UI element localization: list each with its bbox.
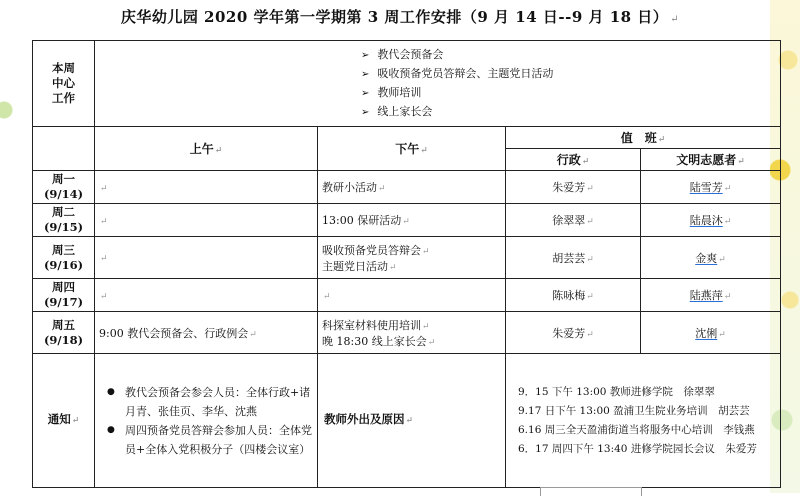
notice-row	[33, 354, 781, 488]
volunteer-name: 金爽	[695, 251, 718, 265]
volunteer-name: 陆雪芳	[689, 181, 723, 194]
notice-item: ● 教代会预备会参会人员：全体行政+诸月青、张佳页、李华、沈燕	[103, 383, 313, 421]
afternoon-text: 晚 18:30 线上家长会	[322, 334, 427, 348]
notice-label: 通知↵	[33, 354, 95, 488]
outing-item: 9.17 日下午 13:00 盈浦卫生院业务培训 胡芸芸	[518, 404, 750, 417]
afternoon-text: 吸收预备党员答辩会	[322, 243, 421, 257]
afternoon-text: 主题党日活动	[322, 259, 388, 273]
day-date: (9/14)	[43, 187, 84, 201]
day-label	[33, 237, 95, 279]
volunteer-name: 陆燕萍	[689, 289, 723, 302]
notice-list	[99, 383, 313, 459]
day-row	[33, 171, 781, 204]
admin-cell: 胡芸芸↵	[506, 237, 641, 279]
day-label	[33, 312, 95, 354]
header-afternoon: 下午↵	[318, 127, 506, 171]
day-name: 周二	[52, 205, 75, 219]
admin-name: 朱爱芳	[552, 181, 586, 194]
afternoon-text: 教研小活动	[322, 181, 377, 194]
day-row	[33, 204, 781, 237]
morning-text: 9:00 教代会预备会、行政例会	[99, 326, 249, 340]
day-date: (9/16)	[43, 257, 84, 272]
page-title: 庆华幼儿园 2020 学年第一学期第 3 周工作安排（9 月 14 日--9 月 18 日） ↵	[120, 8, 680, 26]
bottom-fragment	[540, 487, 642, 496]
outing-content	[506, 354, 781, 488]
day-name: 周五	[52, 317, 75, 332]
afternoon-text: 13:00 保研活动	[322, 214, 402, 227]
day-label	[33, 171, 95, 204]
day-rows	[33, 171, 781, 354]
admin-cell: 朱爱芳↵	[506, 312, 641, 354]
corner-cell	[33, 127, 95, 171]
focus-content	[95, 41, 781, 127]
admin-cell: 陈咏梅↵	[506, 279, 641, 312]
afternoon-cell: 13:00 保研活动↵	[318, 204, 506, 237]
volunteer-cell: 金爽↵	[641, 237, 781, 279]
admin-name: 朱爱芳	[552, 326, 586, 340]
outing-item: 6.16 周三全天盈浦街道当将服务中心培训 李钱燕	[518, 423, 755, 436]
morning-cell: ↵	[95, 279, 318, 312]
day-label	[33, 279, 95, 312]
focus-item: ➢ 教师培训	[361, 84, 776, 103]
header-morning: 上午↵	[95, 127, 318, 171]
focus-row	[33, 41, 781, 127]
day-row	[33, 312, 781, 354]
volunteer-cell: 沈俐↵	[641, 312, 781, 354]
day-name: 周三	[52, 242, 75, 257]
morning-cell: 9:00 教代会预备会、行政例会↵	[95, 312, 318, 354]
notice-content	[95, 354, 318, 488]
afternoon-cell: 吸收预备党员答辩会↵ 主题党日活动↵	[318, 237, 506, 279]
admin-cell: 朱爱芳↵	[506, 171, 641, 204]
focus-label: 本周 中心 工作	[33, 41, 95, 127]
afternoon-cell: 教研小活动↵	[318, 171, 506, 204]
focus-item: ➢ 线上家长会	[361, 103, 776, 122]
day-name: 周四	[52, 280, 75, 294]
admin-name: 胡芸芸	[552, 251, 586, 265]
notice-item: ● 周四预备党员答辩会参加人员：全体党员+全体入党积极分子（四楼会议室）	[103, 421, 313, 459]
focus-item: ➢ 吸收预备党员答辩会、主题党日活动	[361, 65, 776, 84]
volunteer-name: 沈俐	[695, 326, 718, 340]
day-date: (9/15)	[43, 220, 84, 234]
outing-item: 6．17 周四下午 13:40 进修学院园长会议 朱爱芳	[518, 442, 757, 455]
day-name: 周一	[52, 172, 75, 186]
admin-name: 徐翠翠	[552, 214, 586, 227]
day-row	[33, 237, 781, 279]
header-admin: 行政↵	[506, 149, 641, 171]
focus-list	[99, 46, 776, 122]
day-label	[33, 204, 95, 237]
outing-item: 9．15 下午 13:00 教师进修学院 徐翠翠	[518, 385, 715, 398]
schedule-table	[32, 40, 781, 488]
outing-list	[510, 383, 776, 459]
morning-cell: ↵	[95, 204, 318, 237]
afternoon-text: 科探室材料使用培训	[322, 318, 421, 332]
volunteer-cell: 陆晨沐↵	[641, 204, 781, 237]
morning-cell: ↵	[95, 171, 318, 204]
header-row-1	[33, 127, 781, 149]
afternoon-cell: ↵	[318, 279, 506, 312]
volunteer-name: 陆晨沐	[689, 214, 723, 227]
morning-cell: ↵	[95, 237, 318, 279]
day-date: (9/17)	[43, 295, 84, 309]
header-volunteer: 文明志愿者↵	[641, 149, 781, 171]
volunteer-cell: 陆燕萍↵	[641, 279, 781, 312]
admin-name: 陈咏梅	[552, 289, 586, 302]
volunteer-cell: 陆雪芳↵	[641, 171, 781, 204]
day-date: (9/18)	[43, 332, 84, 347]
afternoon-cell: 科探室材料使用培训↵ 晚 18:30 线上家长会↵	[318, 312, 506, 354]
outing-label: 教师外出及原因↵	[318, 354, 506, 488]
focus-item: ➢ 教代会预备会	[361, 46, 776, 65]
day-row	[33, 279, 781, 312]
header-duty: 值 班↵	[506, 127, 781, 149]
admin-cell: 徐翠翠↵	[506, 204, 641, 237]
